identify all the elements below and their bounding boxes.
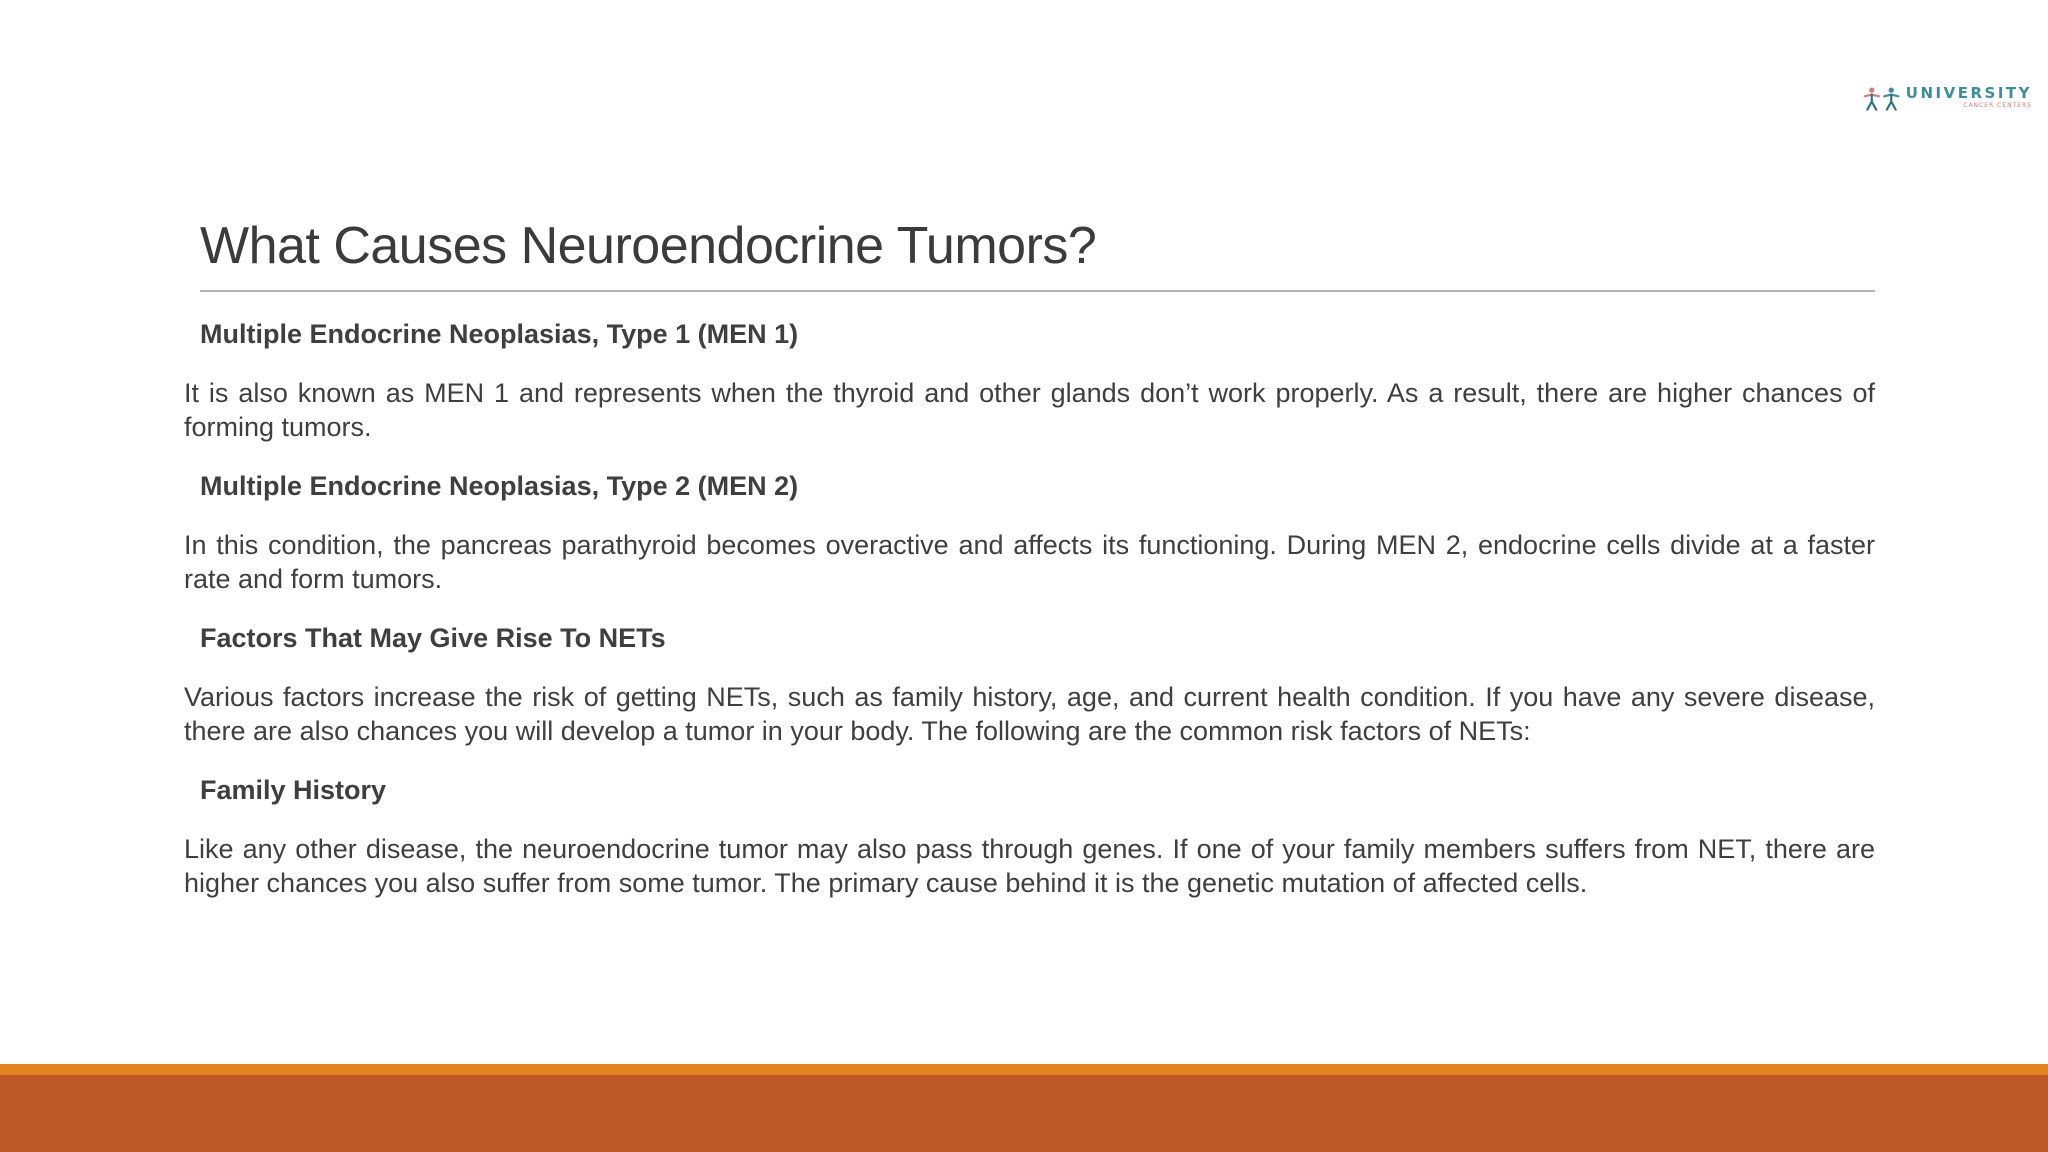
university-logo <box>1862 84 2032 114</box>
section-text-men2: In this condition, the pancreas parathyroid becomes overactive and affects its functioning. During MEN 2, endocrine cells divide at a faster rate and form tumors. <box>184 530 1875 594</box>
section-text-men1: It is also known as MEN 1 and represents when the thyroid and other glands don’t work properly. As a result, there are higher chances of forming tumors. <box>184 378 1875 442</box>
logo-subtitle: CANCER CENTERS <box>1963 102 2032 109</box>
logo-text <box>1906 84 2032 110</box>
title-divider <box>200 290 1875 292</box>
two-people-figures-icon <box>1862 84 1903 114</box>
section-text-risk-factors: Various factors increase the risk of getting NETs, such as family history, age, and current health condition. If you have any severe disease, there are also chances you will develop a tumor in your body. The following are the common risk factors of NETs: <box>184 682 1875 746</box>
footer-stripe-orange <box>0 1064 2048 1075</box>
section-heading-men1: Multiple Endocrine Neoplasias, Type 1 (MEN 1) <box>200 319 799 349</box>
slide-content <box>184 314 1875 922</box>
section-text-family-history: Like any other disease, the neuroendocrine tumor may also pass through genes. If one of your family members suffers from NET, there are higher chances you also suffer from some tumor. The primary cause behind it is the genetic mutation of affected cells. <box>184 834 1875 898</box>
logo-name: UNIVERSITY <box>1905 84 2032 102</box>
footer-band <box>0 1075 2048 1152</box>
section-heading-risk-factors: Factors That May Give Rise To NETs <box>200 623 666 653</box>
section-heading-men2: Multiple Endocrine Neoplasias, Type 2 (MEN 2) <box>200 471 799 501</box>
section-heading-family-history: Family History <box>200 775 387 805</box>
slide-title: What Causes Neuroendocrine Tumors? <box>200 217 1097 275</box>
